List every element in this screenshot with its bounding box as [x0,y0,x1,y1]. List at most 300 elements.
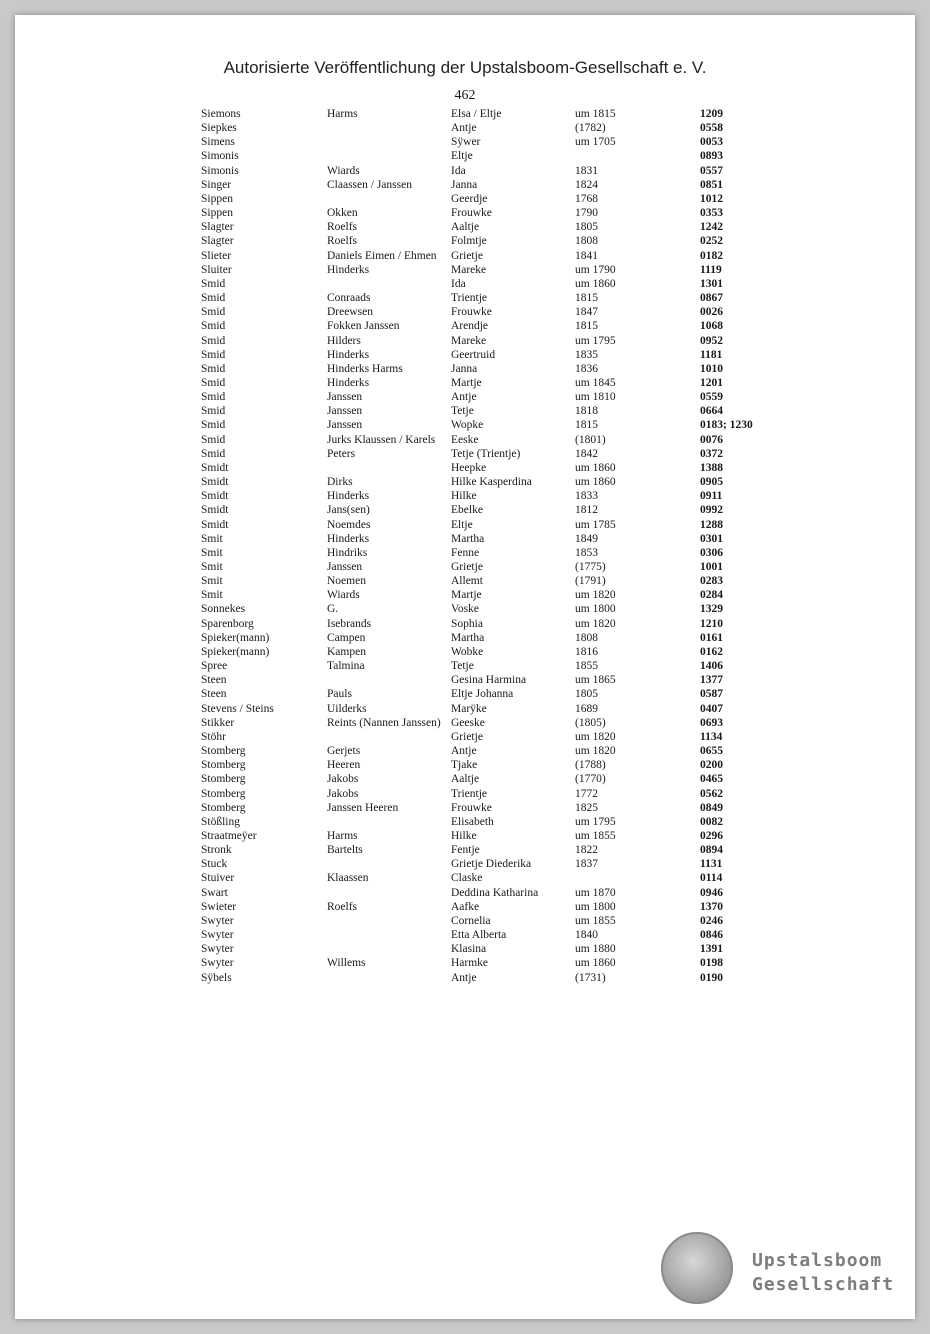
table-row [201,263,753,277]
table-row [201,135,753,149]
record-number-cell: 0190 [700,971,723,984]
surname-cell: Slieter [201,249,232,262]
parents-cell [327,461,451,475]
parents-cell: Noemdes [327,518,371,531]
table-row [201,192,753,206]
surname-cell: Smid [201,306,226,319]
given-name-cell: Tetje [451,660,474,673]
table-row [201,900,753,914]
parents-cell: Hinderks [327,263,370,276]
parents-cell: Janssen [327,405,363,418]
parents-cell: Janssen Heeren [327,801,399,814]
year-cell: 1805 [575,221,598,234]
parents-cell: Heeren [327,759,361,772]
table-row [201,178,753,192]
table-row [201,645,753,659]
table-row [201,843,753,857]
year-cell: um 1855 [575,914,616,927]
year-cell: 1815 [575,320,598,333]
given-name-cell: Trientje [451,787,487,800]
surname-cell: Smid [201,433,226,446]
surname-cell: Stößling [201,815,240,828]
year-cell: 1772 [575,787,598,800]
parents-cell: Wiards [327,164,360,177]
parents-cell: Kampen [327,645,366,658]
year-cell: (1788) [575,759,606,772]
given-name-cell: Sophia [451,617,483,630]
record-number-cell: 1242 [700,221,723,234]
year-cell: 1812 [575,504,598,517]
year-cell: 1841 [575,249,598,262]
surname-cell: Sparenborg [201,617,254,630]
given-name-cell: Grietje [451,249,483,262]
surname-cell: Smid [201,348,226,361]
given-name-cell: Martje [451,376,482,389]
parents-cell: Pauls [327,688,352,701]
surname-cell: Siemons [201,108,241,120]
table-row [201,772,753,786]
record-number-cell: 1406 [700,660,723,673]
table-row [201,871,753,885]
parents-cell: Jakobs [327,787,359,800]
year-cell: 1816 [575,645,598,658]
table-row [201,362,753,376]
surname-cell: Stomberg [201,787,246,800]
record-number-cell: 0849 [700,801,723,814]
table-row [201,602,753,616]
parents-cell: Jakobs [327,773,359,786]
register-table [201,107,753,985]
surname-cell: Smidt [201,461,229,474]
given-name-cell: Arendje [451,320,489,333]
given-name-cell: Antje [451,745,477,758]
record-number-cell: 0200 [700,759,723,772]
record-number-cell: 1329 [700,603,723,616]
surname-cell: Steen [201,674,227,687]
parents-cell [327,928,451,942]
record-number-cell: 1209 [700,108,723,120]
parents-cell: Gerjets [327,745,361,758]
record-number-cell: 0306 [700,546,723,559]
record-number-cell: 0053 [700,136,723,149]
year-cell [575,871,700,885]
year-cell: 1790 [575,207,598,220]
society-seal-logo [661,1232,733,1304]
society-wordmark [752,1249,894,1297]
table-row [201,928,753,942]
surname-cell: Singer [201,178,232,191]
given-name-cell: Aaltje [451,221,480,234]
parents-cell [327,886,451,900]
surname-cell: Smit [201,589,223,602]
given-name-cell: Marÿke [451,702,487,715]
surname-cell: Stomberg [201,773,246,786]
year-cell: um 1820 [575,617,616,630]
record-number-cell: 0026 [700,306,723,319]
parents-cell: Klaassen [327,872,369,885]
given-name-cell: Hilke Kasperdina [451,476,532,489]
surname-cell: Slagter [201,235,234,248]
record-number-cell: 0587 [700,688,723,701]
year-cell: 1853 [575,546,598,559]
parents-cell: Janssen [327,561,363,573]
record-number-cell: 1388 [700,461,723,474]
table-row [201,404,753,418]
parents-cell: Hilders [327,334,361,347]
table-row [201,659,753,673]
given-name-cell: Eltje Johanna [451,688,514,701]
year-cell: (1731) [575,971,606,984]
given-name-cell: Tetje (Trientje) [451,447,521,460]
record-number-cell: 0664 [700,405,723,418]
surname-cell: Stöhr [201,730,226,743]
register-body [201,107,753,985]
record-number-cell: 0893 [700,150,723,163]
parents-cell: Janssen [327,419,363,432]
table-row [201,220,753,234]
year-cell [575,149,700,163]
given-name-cell: Folmtje [451,235,487,248]
record-number-cell: 1210 [700,617,723,630]
year-cell: 1768 [575,192,598,205]
table-row [201,744,753,758]
given-name-cell: Cornelia [451,914,491,927]
table-row [201,673,753,687]
year-cell: (1791) [575,575,606,588]
surname-cell: Smit [201,546,223,559]
table-row [201,433,753,447]
surname-cell: Smid [201,277,226,290]
table-row [201,518,753,532]
surname-cell: Siepkes [201,122,237,135]
table-row [201,914,753,928]
given-name-cell: Hilke [451,829,477,842]
record-number-cell: 0693 [700,716,723,729]
parents-cell: Hindriks [327,546,368,559]
surname-cell: Smidt [201,490,229,503]
year-cell: um 1800 [575,603,616,616]
year-cell: 1824 [575,178,598,191]
given-name-cell: Trientje [451,292,487,305]
table-row [201,348,753,362]
given-name-cell: Martje [451,589,482,602]
year-cell: um 1795 [575,815,616,828]
parents-cell: Claassen / Janssen [327,178,412,191]
given-name-cell: Frouwke [451,801,492,814]
table-row [201,758,753,772]
given-name-cell: Grietje [451,561,483,573]
year-cell: um 1865 [575,674,616,687]
parents-cell [327,121,451,135]
table-row [201,390,753,404]
record-number-cell: 0082 [700,815,723,828]
surname-cell: Stuiver [201,872,235,885]
record-number-cell: 0559 [700,391,723,404]
surname-cell: Stevens / Steins [201,702,274,715]
year-cell: 1831 [575,164,598,177]
table-row [201,319,753,333]
parents-cell: Bartelts [327,844,363,857]
record-number-cell: 1391 [700,943,723,956]
table-row [201,702,753,716]
page-title: Autorisierte Veröffentlichung der Upstalsboom-Gesellschaft e. V. [223,58,707,77]
surname-cell: Sluiter [201,263,232,276]
table-row [201,815,753,829]
year-cell: 1840 [575,929,598,942]
given-name-cell: Martha [451,532,485,545]
table-row [201,206,753,220]
parents-cell: Hinderks [327,376,370,389]
record-number-cell: 1181 [700,348,723,361]
surname-cell: Simonis [201,150,239,163]
table-row [201,857,753,871]
record-number-cell: 1301 [700,277,723,290]
logo-line-1: Upstalsboom [752,1250,883,1271]
parents-cell: Uilderks [327,702,367,715]
table-row [201,716,753,730]
surname-cell: Smidt [201,504,229,517]
surname-cell: Swart [201,886,228,899]
parents-cell: Jans(sen) [327,504,370,517]
parents-cell: Harms [327,108,358,120]
given-name-cell: Ida [451,164,466,177]
given-name-cell: Ida [451,277,466,290]
given-name-cell: Mareke [451,263,487,276]
table-row [201,560,753,574]
surname-cell: Smid [201,362,226,375]
table-row [201,956,753,970]
record-number-cell: 0284 [700,589,723,602]
table-row [201,475,753,489]
parents-cell [327,673,451,687]
table-row [201,886,753,900]
year-cell: um 1845 [575,376,616,389]
year-cell: um 1860 [575,476,616,489]
given-name-cell: Janna [451,362,478,375]
surname-cell: Simens [201,136,235,149]
given-name-cell: Grietje Diederika [451,858,532,871]
record-number-cell: 0911 [700,490,723,503]
year-cell: 1837 [575,858,598,871]
given-name-cell: Gesina Harmina [451,674,527,687]
surname-cell: Smid [201,376,226,389]
surname-cell: Stomberg [201,745,246,758]
surname-cell: Swieter [201,900,237,913]
parents-cell: G. [327,603,339,616]
given-name-cell: Frouwke [451,207,492,220]
surname-cell: Smid [201,447,226,460]
parents-cell [327,914,451,928]
given-name-cell: Geeske [451,716,485,729]
surname-cell: Smid [201,334,226,347]
table-row [201,829,753,843]
parents-cell: Willems [327,957,366,970]
given-name-cell: Fenne [451,546,480,559]
record-number-cell: 0557 [700,164,723,177]
record-number-cell: 0846 [700,929,723,942]
surname-cell: Stronk [201,844,232,857]
given-name-cell: Mareke [451,334,487,347]
year-cell: 1689 [575,702,598,715]
surname-cell: Smit [201,532,223,545]
parents-cell: Hinderks [327,348,370,361]
record-number-cell: 1068 [700,320,723,333]
table-row [201,447,753,461]
year-cell: 1808 [575,235,598,248]
record-number-cell: 0252 [700,235,723,248]
year-cell: um 1790 [575,263,616,276]
record-number-cell: 0076 [700,433,723,446]
table-row [201,149,753,163]
table-row [201,107,753,121]
record-number-cell: 0465 [700,773,723,786]
parents-cell [327,192,451,206]
table-row [201,418,753,432]
surname-cell: Smit [201,561,223,573]
given-name-cell: Antje [451,971,477,984]
parents-cell: Reints (Nannen Janssen) [327,716,441,729]
record-number-cell: 1119 [700,263,722,276]
surname-cell: Smid [201,292,226,305]
record-number-cell: 0655 [700,745,723,758]
record-number-cell: 0114 [700,872,723,885]
year-cell: um 1870 [575,886,616,899]
parents-cell: Dreewsen [327,306,373,319]
given-name-cell: Wobke [451,645,484,658]
given-name-cell: Eltje [451,150,473,163]
parents-cell [327,149,451,163]
year-cell: (1775) [575,561,606,573]
record-number-cell: 0183; 1230 [700,419,753,432]
surname-cell: Swyter [201,914,234,927]
surname-cell: Sippen [201,207,233,220]
table-row [201,291,753,305]
record-number-cell: 0161 [700,631,723,644]
year-cell: 1815 [575,419,598,432]
year-cell: 1835 [575,348,598,361]
given-name-cell: Elsa / Eltje [451,108,502,120]
table-row [201,277,753,291]
year-cell: um 1860 [575,957,616,970]
given-name-cell: Aaltje [451,773,480,786]
record-number-cell: 0562 [700,787,723,800]
table-row [201,971,753,985]
given-name-cell: Elisabeth [451,815,494,828]
given-name-cell: Allemt [451,575,483,588]
surname-cell: Swyter [201,929,234,942]
given-name-cell: Hilke [451,490,477,503]
given-name-cell: Ebelke [451,504,483,517]
table-row [201,942,753,956]
year-cell: 1818 [575,405,598,418]
year-cell: um 1810 [575,391,616,404]
record-number-cell: 0182 [700,249,723,262]
record-number-cell: 1012 [700,192,723,205]
given-name-cell: Voske [451,603,479,616]
record-number-cell: 1201 [700,376,723,389]
table-row [201,546,753,560]
record-number-cell: 0283 [700,575,723,588]
parents-cell: Noemen [327,575,366,588]
surname-cell: Smidt [201,476,229,489]
record-number-cell: 0905 [700,476,723,489]
parents-cell: Roelfs [327,221,358,234]
table-row [201,787,753,801]
surname-cell: Stomberg [201,759,246,772]
parents-cell: Roelfs [327,235,358,248]
surname-cell: Spieker(mann) [201,645,270,658]
surname-cell: Spree [201,660,228,673]
surname-cell: Stuck [201,858,228,871]
record-number-cell: 0952 [700,334,723,347]
table-row [201,305,753,319]
table-row [201,121,753,135]
record-number-cell: 0946 [700,886,723,899]
given-name-cell: Harmke [451,957,489,970]
given-name-cell: Frouwke [451,306,492,319]
record-number-cell: 0246 [700,914,723,927]
table-row [201,164,753,178]
parents-cell: Isebrands [327,617,372,630]
parents-cell: Wiards [327,589,360,602]
year-cell: (1801) [575,433,606,446]
record-number-cell: 0992 [700,504,723,517]
table-row [201,801,753,815]
parents-cell: Campen [327,631,366,644]
surname-cell: Spieker(mann) [201,631,270,644]
record-number-cell: 0894 [700,844,723,857]
year-cell: 1833 [575,490,598,503]
surname-cell: Smid [201,419,226,432]
record-number-cell: 0301 [700,532,723,545]
year-cell: (1805) [575,716,606,729]
given-name-cell: Eeske [451,433,479,446]
parents-cell: Fokken Janssen [327,320,400,333]
year-cell: 1805 [575,688,598,701]
given-name-cell: Antje [451,122,477,135]
year-cell: 1808 [575,631,598,644]
given-name-cell: Geertruid [451,348,496,361]
parents-cell: Hinderks [327,490,370,503]
table-row [201,617,753,631]
given-name-cell: Geerdje [451,192,488,205]
year-cell: um 1820 [575,589,616,602]
surname-cell: Steen [201,688,227,701]
given-name-cell: Claske [451,872,483,885]
surname-cell: Smid [201,391,226,404]
given-name-cell: Martha [451,631,485,644]
parents-cell: Hinderks Harms [327,362,403,375]
given-name-cell: Sÿwer [451,136,481,149]
parents-cell: Dirks [327,476,353,489]
surname-cell: Smid [201,405,226,418]
record-number-cell: 0851 [700,178,723,191]
logo-line-2: Gesellschaft [752,1274,895,1295]
table-row [201,234,753,248]
record-number-cell: 0296 [700,829,723,842]
given-name-cell: Eltje [451,518,473,531]
surname-cell: Sonnekes [201,603,246,616]
year-cell: um 1800 [575,900,616,913]
table-row [201,631,753,645]
given-name-cell: Aafke [451,900,480,913]
year-cell: 1842 [575,447,598,460]
surname-cell: Sippen [201,192,233,205]
given-name-cell: Janna [451,178,478,191]
surname-cell: Stikker [201,716,235,729]
year-cell: um 1785 [575,518,616,531]
year-cell: 1849 [575,532,598,545]
